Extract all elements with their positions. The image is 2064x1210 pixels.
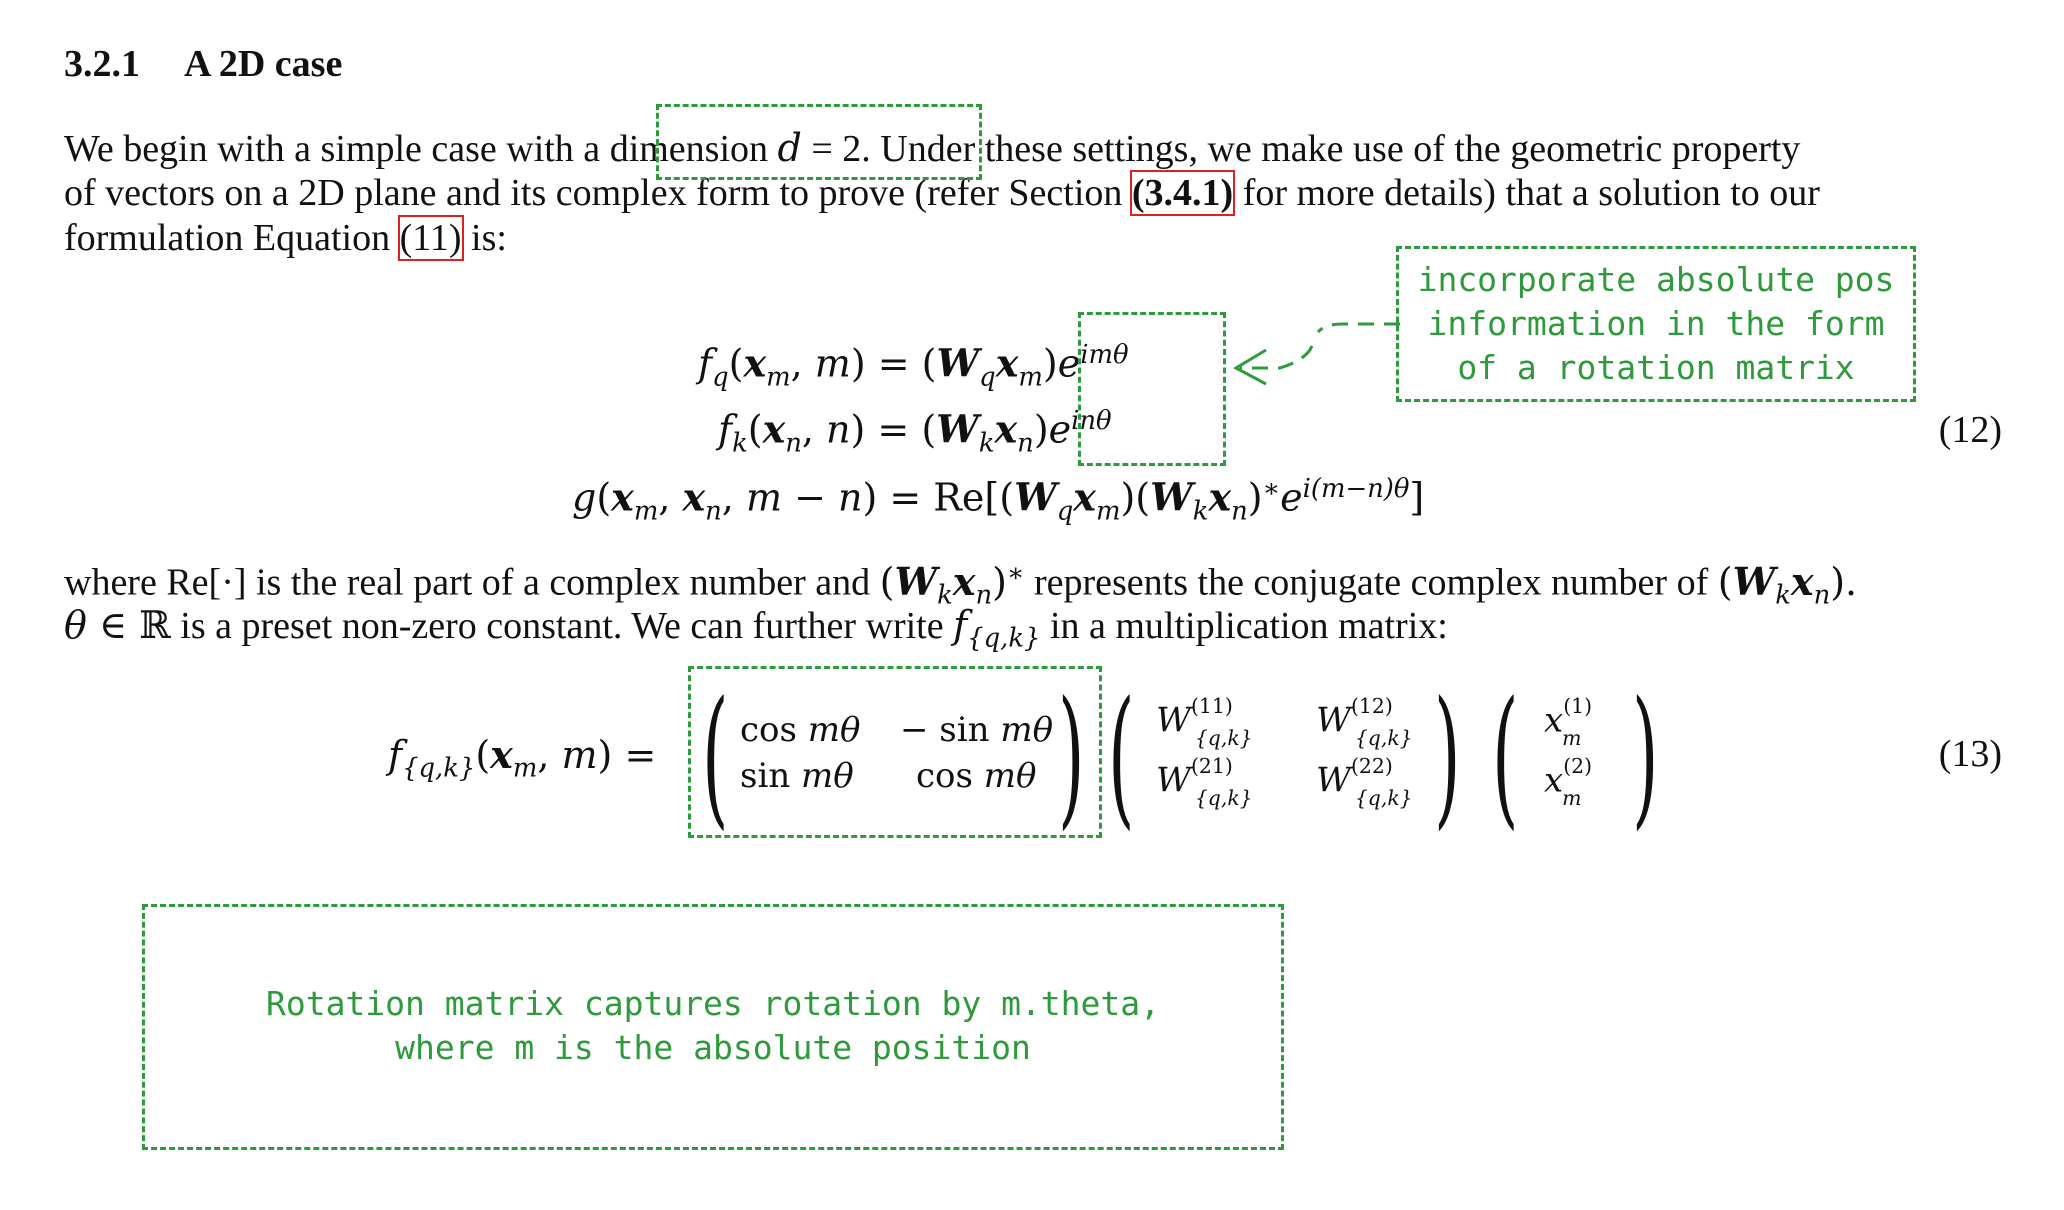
weight-right-paren: ) (1434, 670, 1461, 844)
intro-line-3 (64, 216, 507, 260)
note-line-2: information in the form (1427, 304, 1885, 343)
vector-left-paren: ( (1492, 670, 1519, 844)
note-line-3: of a rotation matrix (1457, 348, 1855, 387)
section-title: A 2D case (184, 43, 343, 85)
note-line-1: incorporate absolute pos (1417, 260, 1895, 299)
middle-line-1: where Re[·] is the real part of a complex number and $(W_kx_n)^∗$ represents the conjugate complex number of $(W_kx_n)$. (64, 558, 1858, 611)
equation-13-lhs: $f_{\{q,k\}}(x_m$, m) = (388, 732, 657, 784)
position-vector: $x^{(1)}_m$ $x^{(2)}_m$ (1544, 694, 1593, 811)
section-ref-link[interactable]: (3.4.1) (1131, 172, 1234, 214)
vector-right-paren: ) (1632, 670, 1659, 844)
exponent-highlight-box (1078, 312, 1226, 466)
middle-text-1a: where Re[·] is the real part of a complex number and (64, 561, 880, 604)
middle-text-2b: is a preset non-zero constant. We can further write (170, 605, 954, 647)
rotation-note-line-1: Rotation matrix captures rotation by m.theta, (265, 984, 1161, 1023)
matrix-left-paren: ( (702, 670, 729, 844)
weight-left-paren: ( (1108, 670, 1135, 844)
rotation-note-line-2: where m is the absolute position (395, 1028, 1031, 1067)
rotation-matrix-highlight-box (688, 666, 1102, 844)
equation-12-line-1: $f_q(x_m$, $m) = (W_qx_m)e^{im\theta}$ (698, 340, 1129, 393)
dimension-highlight-box (656, 104, 982, 180)
intro-text-2a: of vectors on a 2D plane and its complex form to prove (refer Section (64, 172, 1132, 214)
equation-12-line-2: $f_k(x_n$, $n) = (W_kx_n)e^{in\theta}$ (718, 406, 1112, 459)
annotation-arrow-icon (1230, 310, 1400, 400)
rotation-matrix: cos mθ − sin mθ sin mθ cos mθ (740, 710, 1054, 796)
equation-12-number: (12) (1938, 409, 2002, 451)
matrix-right-paren: ) (1058, 670, 1085, 844)
var-d: d (777, 126, 802, 170)
section-heading (64, 42, 342, 86)
absolute-position-note (1396, 258, 1916, 390)
intro-text-1c: = 2. (801, 128, 881, 170)
weight-matrix: $W^{(11)}_{\{q,k\}}$ $W^{(12)}_{\{q,k\}}$ $W^{(21)}_{\{q,k\}}$ $W^{(22)}_{\{q,k\}}$ (1156, 694, 1413, 811)
equation-ref-link[interactable]: (11) (399, 217, 462, 259)
intro-text-3b: is: (461, 217, 507, 259)
middle-line-2: θ ∈ ℝ is a preset non-zero constant. We can further write $f_{\{q,k\}}$ in a multiplication matrix: (64, 603, 1448, 654)
intro-text-1a: We begin with a simple case with a (64, 128, 610, 170)
equation-12-line-3: $g(x_m$, $x_n$, $m - n) = Re[(W_qx_m)(W_kx_n)^∗e^{i(m-n)\theta}]$ (572, 474, 1425, 527)
middle-text-2c: in a multiplication matrix: (1040, 605, 1448, 647)
intro-text-1d: Under these settings, we make use of the geometric property (880, 128, 1801, 170)
rotation-note (142, 982, 1284, 1070)
section-number: 3.2.1 (64, 43, 140, 85)
middle-text-1b: represents the conjugate complex number of (1024, 561, 1718, 604)
equation-13-number: (13) (1938, 733, 2002, 775)
intro-text-2b: for more details) that a solution to our (1233, 172, 1820, 214)
intro-text-1b: dimension (609, 128, 778, 170)
intro-text-3a: formulation Equation (64, 217, 400, 259)
